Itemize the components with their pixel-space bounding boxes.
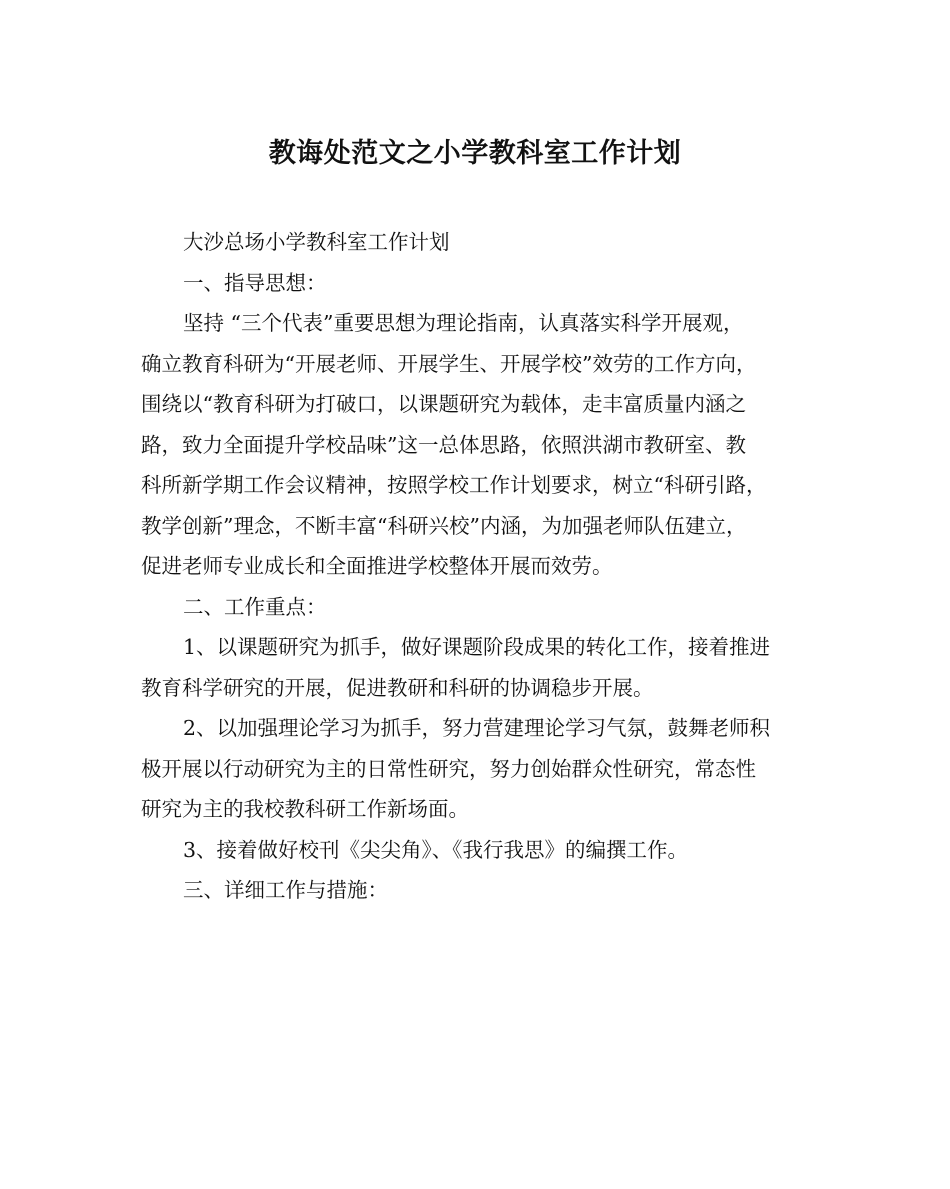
list-item-2-continued: 研究为主的我校教科研工作新场面。: [141, 797, 469, 821]
paragraph-line: 路，致力全面提升学校品味”这一总体思路，依照洪湖市教研室、教: [141, 432, 746, 457]
paragraph-line: 确立教育科研为“开展老师、开展学生、开展学校”效劳的工作方向，: [141, 351, 757, 376]
paragraph-line: 坚持 “三个代表”重要思想为理论指南，认真落实科学开展观，: [183, 311, 744, 335]
paragraph-line: 教学创新”理念，不断丰富“科研兴校”内涵，为加强老师队伍建立，: [141, 513, 747, 538]
list-item-1: 1、以课题研究为抓手，做好课题阶段成果的转化工作，接着推进: [183, 635, 771, 659]
list-item-2: 2、以加强理论学习为抓手，努力营建理论学习气氛，鼓舞老师积: [183, 716, 771, 740]
list-item-3: 3、接着做好校刊《尖尖角》、《我行我思》的编撰工作。: [183, 837, 689, 862]
section-heading-work-focus: 二、工作重点：: [183, 594, 327, 619]
paragraph-line: 围绕以“教育科研为打破口，以课题研究为载体，走丰富质量内涵之: [141, 392, 746, 416]
section-heading-guiding-ideology: 一、指导思想：: [183, 270, 327, 295]
list-item-1-continued: 教育科学研究的开展，促进教研和科研的协调稳步开展。: [141, 675, 654, 700]
paragraph-line: 科所新学期工作会议精神，按照学校工作计划要求，树立“科研引路，: [141, 473, 767, 497]
section-heading-detailed-work: 三、详细工作与措施：: [183, 878, 388, 902]
subtitle-line: 大沙总场小学教科室工作计划: [183, 230, 450, 254]
list-item-2-continued: 极开展以行动研究为主的日常性研究，努力创始群众性研究，常态性: [141, 756, 756, 781]
document-title: 教诲处范文之小学教科室工作计划: [268, 138, 682, 169]
document-body: [141, 222, 806, 911]
paragraph-line: 促进老师专业成长和全面推进学校整体开展而效劳。: [141, 554, 613, 578]
